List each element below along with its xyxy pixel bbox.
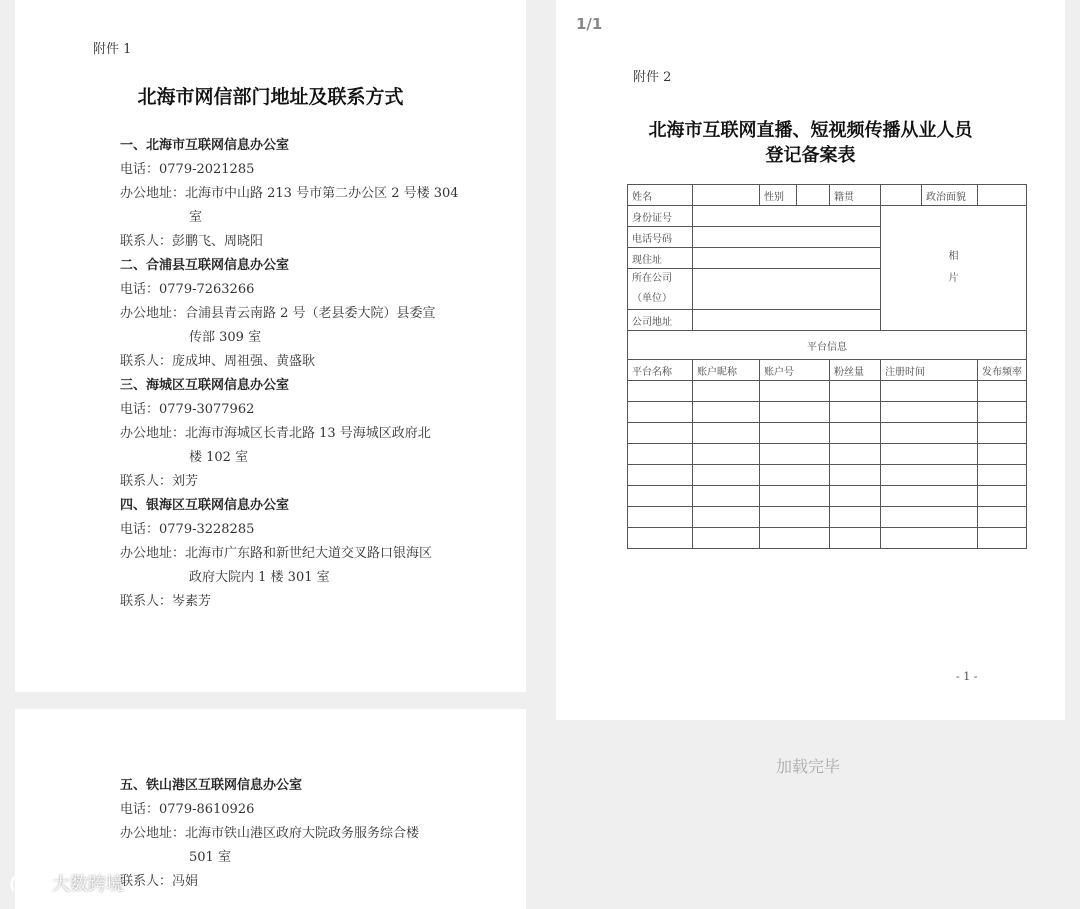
form-field-company-address[interactable] xyxy=(693,310,881,331)
office-address: 办公地址：北海市中山路 213 号市第二办公区 2 号楼 304 xyxy=(120,186,459,201)
cell[interactable] xyxy=(760,486,830,507)
cell[interactable] xyxy=(693,507,760,528)
cell[interactable] xyxy=(881,486,978,507)
annex-2-title-line2: 登记备案表 xyxy=(765,145,856,166)
cell[interactable] xyxy=(881,444,978,465)
platform-col-nickname: 账户昵称 xyxy=(693,360,760,381)
cell[interactable] xyxy=(978,528,1027,549)
platform-row xyxy=(628,444,1027,465)
loading-complete-text: 加载完毕 xyxy=(776,757,841,776)
form-label-company-1: 所在公司 xyxy=(632,273,672,284)
cell[interactable] xyxy=(830,402,881,423)
cell[interactable] xyxy=(628,507,693,528)
form-label-phone: 电话号码 xyxy=(628,227,693,248)
form-field-address[interactable] xyxy=(693,248,881,269)
form-field-phone[interactable] xyxy=(693,227,881,248)
office-address: 办公地址：北海市广东路和新世纪大道交叉路口银海区 xyxy=(120,546,433,561)
cell[interactable] xyxy=(881,528,978,549)
office-address-cont: 传部 309 室 xyxy=(189,330,262,345)
cell[interactable] xyxy=(628,528,693,549)
annex-2-label: 附件 2 xyxy=(633,70,672,85)
cell[interactable] xyxy=(978,465,1027,486)
platform-col-name: 平台名称 xyxy=(628,360,693,381)
cell[interactable] xyxy=(628,381,693,402)
annex-2-title-line1: 北海市互联网直播、短视频传播从业人员 xyxy=(648,120,973,141)
watermark xyxy=(8,870,124,896)
platform-info-header: 平台信息 xyxy=(628,331,1027,360)
office-phone: 电话：0779-8610926 xyxy=(120,802,255,817)
platform-col-register-time: 注册时间 xyxy=(881,360,978,381)
cell[interactable] xyxy=(978,381,1027,402)
cell[interactable] xyxy=(628,444,693,465)
cell[interactable] xyxy=(830,444,881,465)
cell[interactable] xyxy=(830,507,881,528)
platform-row xyxy=(628,507,1027,528)
form-label-name: 姓名 xyxy=(628,185,693,206)
platform-row xyxy=(628,423,1027,444)
cell[interactable] xyxy=(693,528,760,549)
cell[interactable] xyxy=(830,486,881,507)
cell[interactable] xyxy=(830,381,881,402)
cell[interactable] xyxy=(978,507,1027,528)
platform-row xyxy=(628,528,1027,549)
cell[interactable] xyxy=(978,444,1027,465)
watermark-logo-icon xyxy=(8,872,48,894)
cell[interactable] xyxy=(693,423,760,444)
cell[interactable] xyxy=(693,381,760,402)
platform-col-frequency: 发布频率 xyxy=(978,360,1027,381)
cell[interactable] xyxy=(760,444,830,465)
office-contact: 联系人：庞成坤、周祖强、黄盛耿 xyxy=(120,354,316,369)
cell[interactable] xyxy=(628,402,693,423)
office-phone: 电话：0779-2021285 xyxy=(120,162,255,177)
office-phone: 电话：0779-3077962 xyxy=(120,402,255,417)
form-field-political-status[interactable] xyxy=(978,185,1027,206)
cell[interactable] xyxy=(693,486,760,507)
form-label-company-address: 公司地址 xyxy=(628,310,693,331)
cell[interactable] xyxy=(760,381,830,402)
office-heading: 三、海城区互联网信息办公室 xyxy=(120,378,290,393)
cell[interactable] xyxy=(978,423,1027,444)
platform-row xyxy=(628,381,1027,402)
office-address-cont: 政府大院内 1 楼 301 室 xyxy=(189,570,330,585)
page-counter: 1/1 xyxy=(576,15,603,33)
platform-row xyxy=(628,465,1027,486)
form-field-native-place[interactable] xyxy=(881,185,922,206)
cell[interactable] xyxy=(760,402,830,423)
cell[interactable] xyxy=(693,444,760,465)
office-address-cont: 楼 102 室 xyxy=(189,450,249,465)
platform-col-account: 账户号 xyxy=(760,360,830,381)
office-contact: 联系人：岑素芳 xyxy=(120,594,212,609)
office-contact: 联系人：彭鹏飞、周晓阳 xyxy=(120,234,264,249)
office-address: 办公地址：北海市铁山港区政府大院政务服务综合楼 xyxy=(120,826,420,841)
form-label-native-place: 籍贯 xyxy=(830,185,881,206)
form-field-name[interactable] xyxy=(693,185,760,206)
cell[interactable] xyxy=(978,402,1027,423)
office-contact: 联系人：冯娟 xyxy=(120,874,199,889)
form-label-id-number: 身份证号 xyxy=(628,206,693,227)
watermark-text: 大数跨境 xyxy=(52,874,124,895)
cell[interactable] xyxy=(881,381,978,402)
photo-label-1: 相 xyxy=(948,251,959,262)
form-label-gender: 性别 xyxy=(760,185,797,206)
office-address-cont: 501 室 xyxy=(189,850,231,865)
cell[interactable] xyxy=(830,465,881,486)
cell[interactable] xyxy=(881,402,978,423)
cell[interactable] xyxy=(760,423,830,444)
annex-1-label: 附件 1 xyxy=(93,42,132,57)
platform-col-followers: 粉丝量 xyxy=(830,360,881,381)
cell[interactable] xyxy=(978,486,1027,507)
photo-label-2: 片 xyxy=(948,273,959,284)
office-address: 办公地址：合浦县青云南路 2 号（老县委大院）县委宣 xyxy=(120,306,436,321)
platform-row xyxy=(628,402,1027,423)
cell[interactable] xyxy=(830,423,881,444)
office-contact: 联系人：刘芳 xyxy=(120,474,199,489)
form-label-address: 现住址 xyxy=(628,248,693,269)
cell[interactable] xyxy=(881,423,978,444)
cell[interactable] xyxy=(881,507,978,528)
cell[interactable] xyxy=(693,402,760,423)
page-number: - 1 - xyxy=(956,670,978,683)
form-field-gender[interactable] xyxy=(797,185,830,206)
form-label-company xyxy=(628,269,693,310)
cell[interactable] xyxy=(628,486,693,507)
annex-1-title: 北海市网信部门地址及联系方式 xyxy=(137,86,404,108)
platform-row xyxy=(628,486,1027,507)
form-field-id-number[interactable] xyxy=(693,206,881,227)
form-field-company[interactable] xyxy=(693,269,881,310)
office-phone: 电话：0779-3228285 xyxy=(120,522,255,537)
cell[interactable] xyxy=(760,465,830,486)
office-heading: 二、合浦县互联网信息办公室 xyxy=(120,258,290,273)
photo-box xyxy=(881,206,1027,331)
cell[interactable] xyxy=(760,507,830,528)
registration-form-table xyxy=(627,184,1027,549)
cell[interactable] xyxy=(628,423,693,444)
office-phone: 电话：0779-7263266 xyxy=(120,282,255,297)
office-heading: 一、北海市互联网信息办公室 xyxy=(120,138,290,153)
cell[interactable] xyxy=(760,528,830,549)
cell[interactable] xyxy=(830,528,881,549)
cell[interactable] xyxy=(881,465,978,486)
cell[interactable] xyxy=(628,465,693,486)
office-heading: 四、银海区互联网信息办公室 xyxy=(120,498,290,513)
form-label-company-2: （单位） xyxy=(632,293,672,304)
office-address: 办公地址：北海市海城区长青北路 13 号海城区政府北 xyxy=(120,426,431,441)
cell[interactable] xyxy=(693,465,760,486)
form-label-political-status: 政治面貌 xyxy=(922,185,978,206)
office-heading: 五、铁山港区互联网信息办公室 xyxy=(120,778,303,793)
office-address-cont: 室 xyxy=(189,210,203,225)
